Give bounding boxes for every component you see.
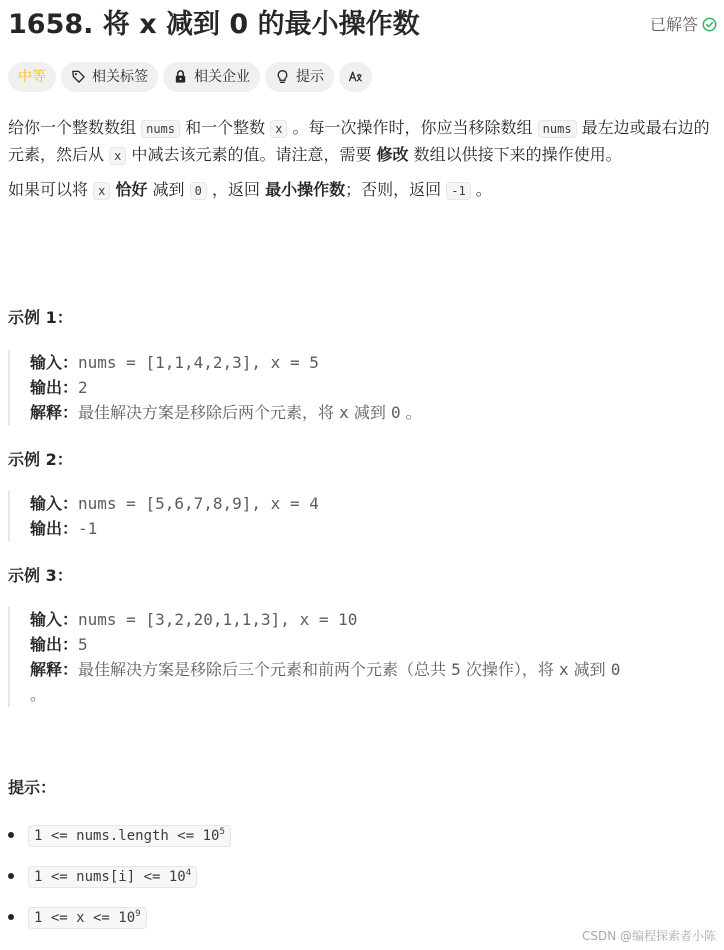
title-row	[8, 8, 720, 44]
example-1-title: 示例 1：	[8, 308, 73, 327]
output-label: 输出：	[30, 378, 79, 397]
example-explain-line-wrap: 。	[30, 685, 47, 704]
translate-icon	[348, 69, 363, 84]
example-output-line	[30, 632, 724, 657]
input-value: nums = [3,2,20,1,1,3], x = 10	[78, 610, 358, 629]
exponent: 4	[185, 868, 192, 878]
explain-label: 解释：	[30, 660, 79, 679]
output-value: 5	[78, 635, 88, 654]
output-label: 输出：	[30, 635, 79, 654]
example-2-title: 示例 2：	[8, 450, 73, 469]
inline-code: x	[109, 147, 126, 165]
related-topics-button[interactable]	[61, 62, 158, 92]
example-2-block	[8, 491, 724, 541]
bold-text: 修改	[376, 145, 409, 164]
bold-text: 最小操作数	[265, 180, 346, 199]
description-paragraph-2: 如果可以将 x 恰好 减到 0 ，返回 最小操作数；否则，返回 -1 。	[8, 180, 492, 199]
input-value: nums = [5,6,7,8,9], x = 4	[78, 494, 319, 513]
constraints-title: 提示：	[8, 778, 57, 797]
problem-description	[8, 115, 720, 212]
bullet	[8, 832, 14, 838]
example-input-line	[30, 491, 724, 516]
constraint-item	[8, 822, 231, 848]
input-label: 输入：	[30, 494, 79, 513]
inline-code: x	[270, 120, 287, 138]
example-3-title: 示例 3：	[8, 566, 73, 585]
example-explain-line: 解释：最佳解决方案是移除后两个元素，将 x 减到 0 。	[30, 403, 422, 422]
inline-code: x	[93, 182, 110, 200]
problem-title[interactable]: 1658. 将 x 减到 0 的最小操作数	[8, 9, 420, 40]
constraint-code: 1 <= nums.length <= $10^5$	[28, 825, 231, 847]
output-value: -1	[78, 519, 98, 538]
output-value: 2	[78, 378, 88, 397]
example-input-line	[30, 607, 724, 632]
solved-status	[650, 15, 717, 35]
constraint-code: $1 <= x <= 10^9$	[28, 907, 147, 929]
check-circle-icon	[702, 17, 717, 32]
example-output-line	[30, 375, 724, 400]
lock-icon	[173, 69, 188, 84]
input-value: nums = [1,1,4,2,3], x = 5	[78, 353, 319, 372]
lightbulb-icon	[275, 69, 290, 84]
watermark: CSDN @编程探索者小陈	[581, 929, 716, 943]
example-output-line	[30, 516, 724, 541]
constraint-item	[8, 863, 197, 889]
solved-label: 已解答	[649, 15, 698, 34]
bullet	[8, 873, 14, 879]
tag-bar	[8, 62, 377, 94]
constraint-code: 1 <= nums[i] <= $10^4$	[28, 866, 197, 888]
input-label: 输入：	[30, 610, 79, 629]
input-label: 输入：	[30, 353, 79, 372]
inline-code: 0	[190, 182, 207, 200]
inline-code: -1	[446, 182, 470, 200]
difficulty-badge[interactable]: 中等	[8, 62, 56, 92]
inline-code: nums	[538, 120, 577, 138]
bullet	[8, 914, 14, 920]
explain-label: 解释：	[30, 403, 79, 422]
exponent: 9	[135, 909, 141, 919]
related-companies-button[interactable]	[163, 62, 260, 92]
bold-text: 恰好	[115, 180, 148, 199]
tag-icon	[71, 69, 86, 84]
output-label: 输出：	[30, 519, 79, 538]
exponent: 5	[219, 827, 225, 837]
hints-label: 提示	[296, 69, 324, 85]
constraint-item	[8, 904, 147, 930]
example-3-block	[8, 607, 724, 707]
translate-button[interactable]	[339, 62, 372, 92]
description-paragraph-1: 给你一个整数数组 nums 和一个整数 x 。每一次操作时，你应当移除数组 nums 最左边或最右边的元素，然后从 x 中减去该元素的值。请注意，需要 修改 数组以供接下来的操作使用。	[8, 118, 710, 164]
example-input-line	[30, 350, 724, 375]
related-topics-label: 相关标签	[92, 69, 148, 85]
hints-button[interactable]	[265, 62, 334, 92]
example-explain-line: 解释：最佳解决方案是移除后三个元素和前两个元素（总共 5 次操作），将 x 减到 0	[30, 660, 621, 679]
inline-code: nums	[141, 120, 180, 138]
example-1-block	[8, 350, 724, 425]
related-companies-label: 相关企业	[194, 69, 250, 85]
